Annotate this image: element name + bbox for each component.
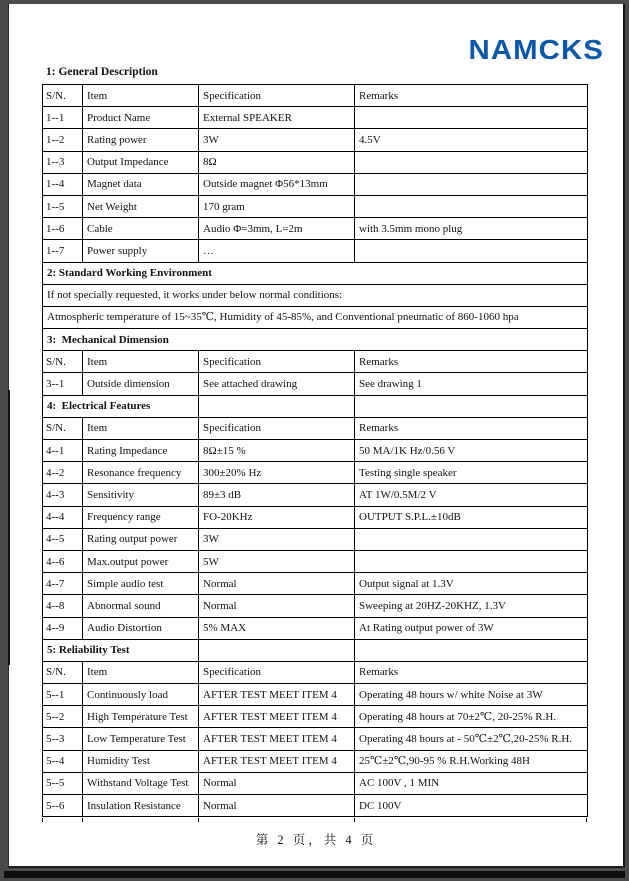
spec-cell: 8Ω: [199, 151, 355, 173]
mechanical-dimension-body: [43, 351, 588, 395]
sn-cell: 1--3: [43, 151, 83, 173]
scan-frame-bottom-edge: [4, 871, 625, 878]
spec-cell: 5% MAX: [199, 617, 355, 639]
item-cell: Low Temperature Test: [83, 728, 199, 750]
item-cell: Outside dimension: [83, 373, 199, 395]
sn-cell: 4--7: [43, 573, 83, 595]
item-cell: Audio Distortion: [83, 617, 199, 639]
spec-cell: Audio Φ=3mm, L=2m: [199, 218, 355, 240]
header-spec: Specification: [199, 661, 355, 683]
table-row: [43, 795, 588, 817]
header-item: Item: [83, 85, 199, 107]
remarks-cell: Sweeping at 20HZ-20KHZ, 1.3V: [355, 595, 588, 617]
sn-cell: 4--8: [43, 595, 83, 617]
spec-cell: Normal: [199, 573, 355, 595]
remarks-cell: Testing single speaker: [355, 462, 588, 484]
spec-cell: 89±3 dB: [199, 484, 355, 506]
spec-cell: External SPEAKER: [199, 107, 355, 129]
item-cell: Humidity Test: [83, 750, 199, 772]
sn-cell: 1--5: [43, 195, 83, 217]
item-cell: Insulation Resistance: [83, 795, 199, 817]
remarks-cell: DC 100V: [355, 795, 588, 817]
spec-cell: FO-20KHz: [199, 506, 355, 528]
table-border-stub: [586, 818, 587, 822]
sn-cell: 1--1: [43, 107, 83, 129]
table-row: [43, 462, 588, 484]
section-4-title-row: [43, 395, 588, 417]
item-cell: Abnormal sound: [83, 595, 199, 617]
remarks-cell: Operating 48 hours w/ white Noise at 3W: [355, 684, 588, 706]
spec-cell: 170 gram: [199, 195, 355, 217]
table-border-stub: [354, 818, 355, 822]
table-row: [43, 506, 588, 528]
remarks-cell: 50 MA/1K Hz/0.56 V: [355, 440, 588, 462]
table-row: [43, 173, 588, 195]
brand-logo: NAMCKS: [468, 34, 604, 65]
item-cell: Continuously load: [83, 684, 199, 706]
sn-cell: 4--3: [43, 484, 83, 506]
document-page: [8, 4, 625, 868]
spec-cell: 300±20% Hz: [199, 462, 355, 484]
remarks-cell: 4.5V: [355, 129, 588, 151]
table-row: [43, 706, 588, 728]
item-cell: Withstand Voltage Test: [83, 772, 199, 794]
spec-cell: Normal: [199, 795, 355, 817]
header-sn: S/N.: [43, 661, 83, 683]
table-border-stub: [82, 818, 83, 822]
scan-edge-artifact: [8, 390, 10, 665]
header-item: Item: [83, 417, 199, 439]
item-cell: Max.output power: [83, 550, 199, 572]
table-border-stub: [42, 818, 43, 822]
reliability-test-body: [43, 661, 588, 816]
section-2-line2: Atmospheric temperature of 15~35℃, Humidity of 45-85%, and Conventional pneumatic of 860-1060 hpa: [43, 306, 588, 328]
spec-cell: 3W: [199, 528, 355, 550]
remarks-cell: [355, 151, 588, 173]
table-row: [43, 595, 588, 617]
section-2-line1: If not specially requested, it works under below normal conditions:: [43, 284, 588, 306]
sn-cell: 1--6: [43, 218, 83, 240]
item-cell: Power supply: [83, 240, 199, 262]
remarks-cell: [355, 528, 588, 550]
section-1-title: 1: General Description: [46, 66, 158, 78]
header-remarks: Remarks: [355, 417, 588, 439]
spec-cell: See attached drawing: [199, 373, 355, 395]
sn-cell: 4--9: [43, 617, 83, 639]
header-item: Item: [83, 661, 199, 683]
table-row: [43, 772, 588, 794]
spec-cell: AFTER TEST MEET ITEM 4: [199, 750, 355, 772]
item-cell: Simple audio test: [83, 573, 199, 595]
sn-cell: 5--1: [43, 684, 83, 706]
table-border-stub: [198, 818, 199, 822]
table-header-row: [43, 351, 588, 373]
sn-cell: 4--5: [43, 528, 83, 550]
remarks-cell: [355, 195, 588, 217]
table-row: [43, 684, 588, 706]
header-remarks: Remarks: [355, 661, 588, 683]
table-row: [43, 484, 588, 506]
spec-cell: Outside magnet Φ56*13mm: [199, 173, 355, 195]
remarks-cell: Operating 48 hours at 70±2℃, 20-25% R.H.: [355, 706, 588, 728]
page-number: 第 2 页，共 4 页: [255, 833, 377, 847]
empty-cell: [355, 639, 588, 661]
spec-cell: 3W: [199, 129, 355, 151]
sn-cell: 4--6: [43, 550, 83, 572]
table-header-row: [43, 417, 588, 439]
item-cell: Cable: [83, 218, 199, 240]
empty-cell: [199, 395, 355, 417]
header-remarks: Remarks: [355, 351, 588, 373]
table-row: [43, 218, 588, 240]
header-spec: Specification: [199, 85, 355, 107]
sn-cell: 4--1: [43, 440, 83, 462]
header-remarks: Remarks: [355, 85, 588, 107]
header-sn: S/N.: [43, 351, 83, 373]
table-row: [43, 617, 588, 639]
remarks-cell: [355, 240, 588, 262]
general-description-body: [43, 85, 588, 263]
section-4-title: 4: Electrical Features: [43, 395, 199, 417]
header-spec: Specification: [199, 417, 355, 439]
sn-cell: 5--6: [43, 795, 83, 817]
table-row: [43, 151, 588, 173]
remarks-cell: Output signal at 1.3V: [355, 573, 588, 595]
remarks-cell: AT 1W/0.5M/2 V: [355, 484, 588, 506]
spec-cell: Normal: [199, 772, 355, 794]
spec-cell: …: [199, 240, 355, 262]
item-cell: Rating Impedance: [83, 440, 199, 462]
item-cell: Rating power: [83, 129, 199, 151]
item-cell: Product Name: [83, 107, 199, 129]
table-row: [43, 107, 588, 129]
spec-cell: Normal: [199, 595, 355, 617]
section-5-title: 5: Reliability Test: [43, 639, 199, 661]
item-cell: Frequency range: [83, 506, 199, 528]
section-2-title-row: [43, 262, 588, 284]
item-cell: Magnet data: [83, 173, 199, 195]
sn-cell: 5--3: [43, 728, 83, 750]
item-cell: Sensitivity: [83, 484, 199, 506]
section-3-title: 3: Mechanical Dimension: [43, 329, 588, 351]
sn-cell: 5--2: [43, 706, 83, 728]
sn-cell: 1--4: [43, 173, 83, 195]
spec-cell: 8Ω±15 %: [199, 440, 355, 462]
item-cell: Rating output power: [83, 528, 199, 550]
working-environment-body: [43, 262, 588, 351]
specification-table: [42, 84, 588, 817]
empty-cell: [199, 639, 355, 661]
spec-cell: AFTER TEST MEET ITEM 4: [199, 684, 355, 706]
sn-cell: 4--4: [43, 506, 83, 528]
table-row: [43, 573, 588, 595]
item-cell: Net Weight: [83, 195, 199, 217]
table-row: [43, 129, 588, 151]
sn-cell: 5--4: [43, 750, 83, 772]
item-cell: Output Impedance: [83, 151, 199, 173]
section-2-text-row: [43, 306, 588, 328]
section-3-title-row: [43, 329, 588, 351]
spec-cell: AFTER TEST MEET ITEM 4: [199, 728, 355, 750]
table-row: [43, 240, 588, 262]
header-sn: S/N.: [43, 85, 83, 107]
remarks-cell: with 3.5mm mono plug: [355, 218, 588, 240]
spec-cell: AFTER TEST MEET ITEM 4: [199, 706, 355, 728]
remarks-cell: [355, 550, 588, 572]
table-row: [43, 373, 588, 395]
sn-cell: 5--5: [43, 772, 83, 794]
spec-cell: 5W: [199, 550, 355, 572]
electrical-features-body: [43, 417, 588, 639]
table-row: [43, 728, 588, 750]
table-header-row: [43, 85, 588, 107]
remarks-cell: AC 100V , 1 MIN: [355, 772, 588, 794]
remarks-cell: 25℃±2℃,90-95 % R.H.Working 48H: [355, 750, 588, 772]
header-item: Item: [83, 351, 199, 373]
sn-cell: 3--1: [43, 373, 83, 395]
sn-cell: 4--2: [43, 462, 83, 484]
remarks-cell: [355, 173, 588, 195]
section-2-title: 2: Standard Working Environment: [43, 262, 588, 284]
item-cell: High Temperature Test: [83, 706, 199, 728]
sn-cell: 1--2: [43, 129, 83, 151]
item-cell: Resonance frequency: [83, 462, 199, 484]
remarks-cell: At Rating output power of 3W: [355, 617, 588, 639]
header-spec: Specification: [199, 351, 355, 373]
table-row: [43, 195, 588, 217]
section-5-title-row: [43, 639, 588, 661]
sn-cell: 1--7: [43, 240, 83, 262]
remarks-cell: See drawing 1: [355, 373, 588, 395]
electrical-features-title-body: [43, 395, 588, 417]
reliability-test-title-body: [43, 639, 588, 661]
table-row: [43, 750, 588, 772]
header-sn: S/N.: [43, 417, 83, 439]
table-row: [43, 528, 588, 550]
table-row: [43, 440, 588, 462]
remarks-cell: OUTPUT S.P.L.±10dB: [355, 506, 588, 528]
empty-cell: [355, 395, 588, 417]
table-row: [43, 550, 588, 572]
table-header-row: [43, 661, 588, 683]
section-2-text-row: [43, 284, 588, 306]
remarks-cell: Operating 48 hours at - 50℃±2℃,20-25% R.H.: [355, 728, 588, 750]
remarks-cell: [355, 107, 588, 129]
